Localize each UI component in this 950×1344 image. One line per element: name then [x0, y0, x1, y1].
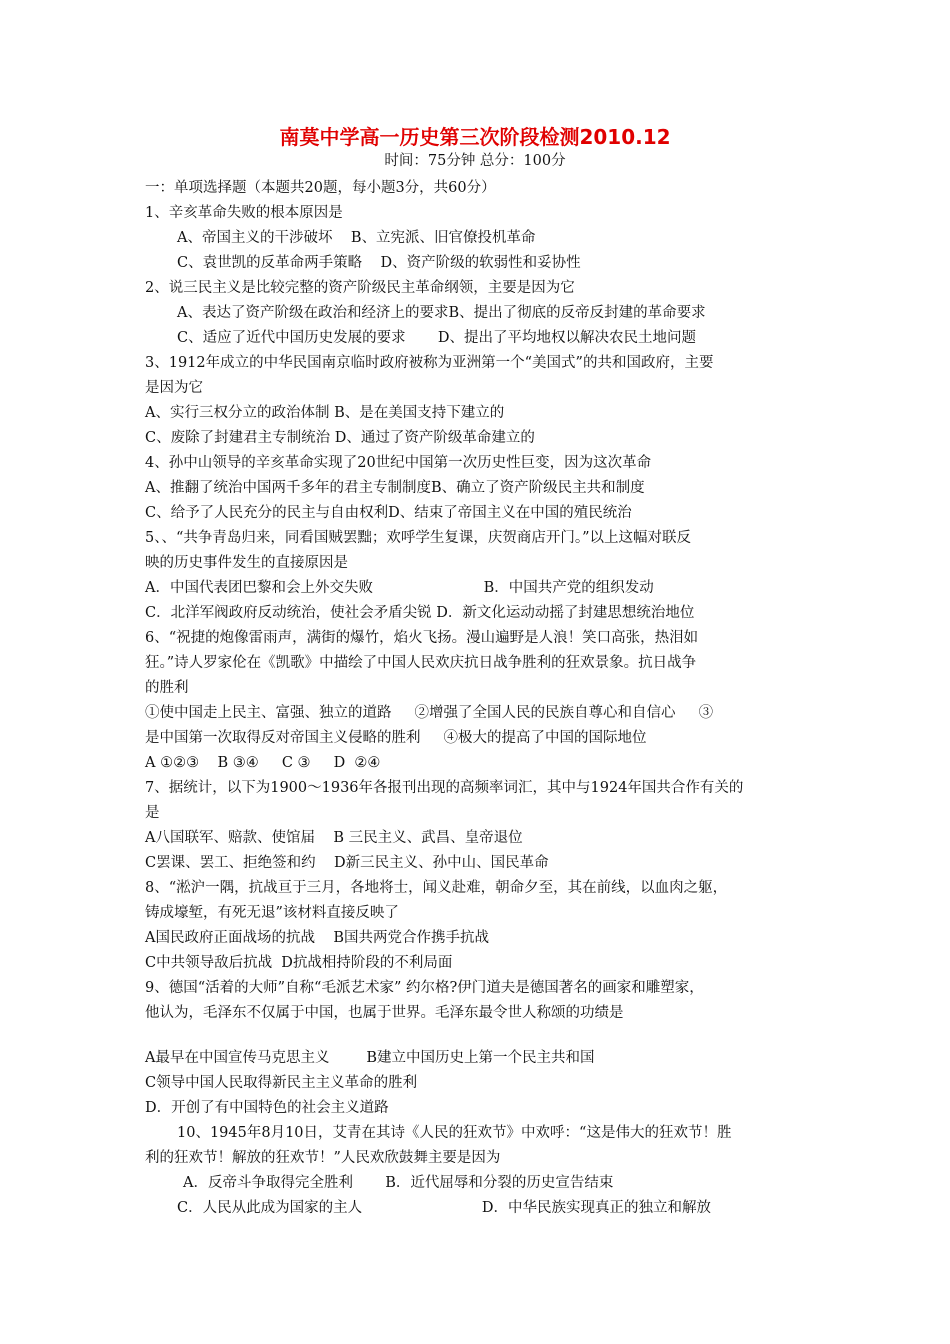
question-6-statements: 是中国第一次取得反对帝国主义侵略的胜利 ④极大的提高了中国的国际地位: [145, 730, 647, 746]
question-6-statements: ①使中国走上民主、富强、独立的道路 ②增强了全国人民的民族自尊心和自信心 ③: [145, 705, 714, 721]
question-1-options-ab: A、帝国主义的干涉破坏 B、立宪派、旧官僚投机革命: [177, 230, 536, 246]
question-8-options-ab: A国民政府正面战场的抗战 B国共两党合作携手抗战: [145, 930, 490, 946]
question-9-options-ab: A最早在中国宣传马克思主义 B建立中国历史上第一个民主共和国: [145, 1050, 595, 1066]
question-7-cont: 是: [145, 805, 160, 821]
question-5-cont: 映的历史事件发生的直接原因是: [145, 555, 348, 571]
question-1-options-cd: C、袁世凯的反革命两手策略 D、资产阶级的软弱性和妥协性: [177, 255, 581, 271]
question-6-cont: 狂。”诗人罗家伦在《凯歌》中描绘了中国人民欢庆抗日战争胜利的狂欢景象。抗日战争: [145, 655, 697, 671]
question-3-cont: 是因为它: [145, 380, 203, 396]
question-7-options-cd: C罢课、罢工、拒绝签和约 D新三民主义、孙中山、国民革命: [145, 855, 549, 871]
question-1: 1、辛亥革命失败的根本原因是: [145, 205, 343, 221]
question-6-cont: 的胜利: [145, 680, 189, 696]
section-heading: 一：单项选择题（本题共20题，每小题3分，共60分）: [145, 180, 496, 196]
question-5-options-ab: A．中国代表团巴黎和会上外交失败 B．中国共产党的组织发动: [145, 580, 654, 596]
question-5-options-cd: C．北洋军阀政府反动统治，使社会矛盾尖锐 D．新文化运动动摇了封建思想统治地位: [145, 605, 695, 621]
question-8-options-cd: C中共领导敌后抗战 D抗战相持阶段的不利局面: [145, 955, 453, 971]
question-9-cont: 他认为，毛泽东不仅属于中国，也属于世界。毛泽东最令世人称颂的功绩是: [145, 1005, 624, 1021]
question-7-options-ab: A八国联军、赔款、使馆届 B 三民主义、武昌、皇帝退位: [145, 830, 523, 846]
question-4-options-cd: C、给予了人民充分的民主与自由权利D、结束了帝国主义在中国的殖民统治: [145, 505, 632, 521]
question-3-options-cd: C、废除了封建君主专制统治 D、通过了资产阶级革命建立的: [145, 430, 535, 446]
question-4: 4、孙中山领导的辛亥革命实现了20世纪中国第一次历史性巨变，因为这次革命: [145, 455, 652, 471]
question-10: 10、1945年8月10日，艾青在其诗《人民的狂欢节》中欢呼：“这是伟大的狂欢节！胜: [177, 1125, 732, 1141]
question-5: 5、、“共争青岛归来，同看国贼罢黜；欢呼学生复课，庆贺商店开门。”以上这幅对联反: [145, 530, 692, 546]
question-10-options-ab: A．反帝斗争取得完全胜利 B．近代屈辱和分裂的历史宣告结束: [183, 1175, 614, 1191]
question-8: 8、“淞沪一隅，抗战亘于三月，各地将士，闻义赴难，朝命夕至，其在前线，以血肉之躯，: [145, 880, 728, 896]
exam-info: 时间：75分钟 总分：100分: [384, 153, 566, 169]
question-2: 2、说三民主义是比较完整的资产阶级民主革命纲领，主要是因为它: [145, 280, 575, 296]
question-4-options-ab: A、推翻了统治中国两千多年的君主专制制度B、确立了资产阶级民主共和制度: [145, 480, 645, 496]
question-2-options-ab: A、表达了资产阶级在政治和经济上的要求B、提出了彻底的反帝反封建的革命要求: [177, 305, 706, 321]
question-3: 3、1912年成立的中华民国南京临时政府被称为亚洲第一个“美国式”的共和国政府，主要: [145, 355, 714, 371]
question-6-options: A ①②③ B ③④ C ③ D ②④: [145, 755, 381, 771]
question-10-options-cd: C．人民从此成为国家的主人 D．中华民族实现真正的独立和解放: [177, 1200, 712, 1216]
question-7: 7、据统计，以下为1900～1936年各报刊出现的高频率词汇，其中与1924年国共合作有关的: [145, 780, 744, 796]
question-10-cont: 利的狂欢节！解放的狂欢节！”人民欢欣鼓舞主要是因为: [145, 1150, 501, 1166]
question-9: 9、德国“活着的大师”自称“毛派艺术家” 约尔格?伊门道夫是德国著名的画家和雕塑家，: [145, 980, 704, 996]
question-8-cont: 铸成壕堑，有死无退”该材料直接反映了: [145, 905, 399, 921]
question-9-option-c: C领导中国人民取得新民主主义革命的胜利: [145, 1075, 418, 1091]
page-title: 南莫中学高一历史第三次阶段检测2010.12: [279, 125, 671, 149]
question-9-option-d: D．开创了有中国特色的社会主义道路: [145, 1100, 389, 1116]
question-2-options-cd: C、适应了近代中国历史发展的要求 D、提出了平均地权以解决农民土地问题: [177, 330, 696, 346]
question-6: 6、“祝捷的炮像雷雨声，满街的爆竹，焰火飞扬。漫山遍野是人浪！笑口高张，热泪如: [145, 630, 699, 646]
question-3-options-ab: A、实行三权分立的政治体制 B、是在美国支持下建立的: [145, 405, 505, 421]
